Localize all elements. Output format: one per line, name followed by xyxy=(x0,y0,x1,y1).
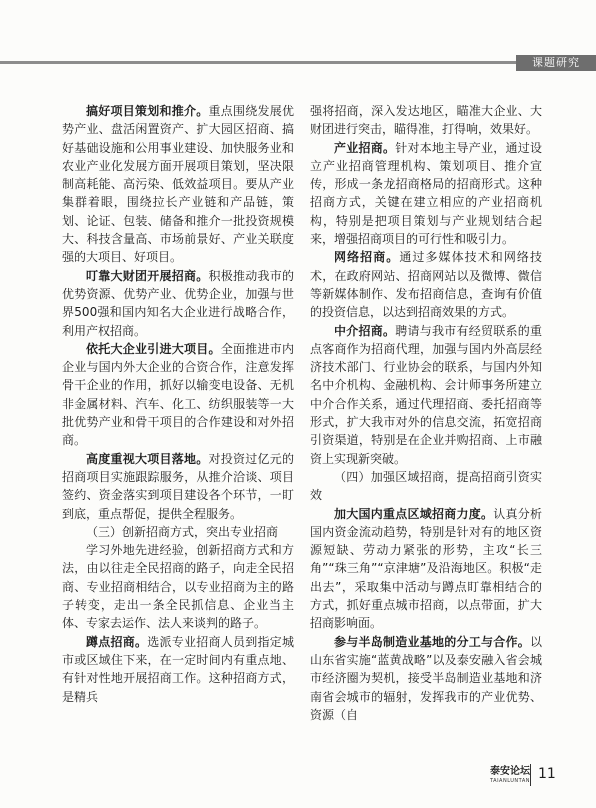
paragraph xyxy=(310,322,542,468)
para-text: 通过多媒体技术和网络技术，在政府网站、招商网站以及微博、微信等新媒体制作、发布招商信息，查询有价值的投资信息，以达到招商效果的方式。 xyxy=(310,250,542,320)
para-text: 选派专业招商人员到指定城市或区域住下来，在一定时间内有重点地、有针对性地开展招商工作。这种招商方式，是精兵 xyxy=(62,634,294,704)
para-lead: 蹲点招商。 xyxy=(86,634,148,649)
para-text: 以山东省实施“蓝黄战略”以及泰安融入省会城市经济圈为契机，接受半岛制造业基地和济南省会城市的辐射，发挥我市的产业优势、资源（自 xyxy=(310,634,542,722)
para-text: 聘请与我市有经贸联系的重点客商作为招商代理，加强与国内外高层经济技术部门、行业协会的联系，与国内外知名中介机构、金融机构、会计师事务所建立中介合作关系，通过代理招商、委托招商等形式，扩大我市对外的信息交流，拓宽招商引资渠道，特别是在企业并购招商、上市融资上实现新突破。 xyxy=(310,323,542,466)
para-text: 积极推动我市的优势资源、优势产业、优势企业，加强与世界500强和国内知名大企业进行战略合作，利用产权招商。 xyxy=(62,268,294,338)
para-lead: 中介招商。 xyxy=(334,323,396,338)
paragraph xyxy=(62,340,294,450)
paragraph xyxy=(62,450,294,523)
paragraph xyxy=(310,248,542,321)
para-text: 认真分析国内资金流动趋势，特别是针对有的地区资源短缺、劳动力紧张的形势，主攻“长三角”“珠三角”“京津塘”及沿海地区。积极“走出去”，采取集中活动与蹲点盯靠相结合的方式，抓好重点城市招商，以点带面，扩大招商影响面。 xyxy=(310,506,542,631)
paragraph: 学习外地先进经验，创新招商方式和方法，由以往走全民招商的路子，向走全民招商、专业招商相结合，以专业招商为主的路子转变，走出一条全民抓信息、企业当主体、专家去运作、法人来谈判的路子。 xyxy=(62,543,294,631)
para-text: 重点围绕发展优势产业、盘活闲置资产、扩大园区招商、搞好基础设施和公用事业建设、加快服务业和农业产业化发展方面开展项目策划，坚决限制高耗能、高污染、低效益项目。要从产业集群着眼，围绕拉长产业链和产品链，策划、论证、包装、储备和推介一批投资规模大、科技含量高、市场前景好、产业关联度强的大项目、好项目。 xyxy=(62,104,294,265)
para-lead: 加大国内重点区域招商力度。 xyxy=(334,506,494,521)
section-heading: （三）创新招商方式，突出专业招商 xyxy=(86,524,279,539)
paragraph xyxy=(310,633,542,724)
journal-pinyin: TAIANLUNTAN xyxy=(490,778,530,784)
section-heading: （四）加强区域招商，提高招商引资实效 xyxy=(310,469,542,503)
para-lead: 高度重视大项目落地。 xyxy=(86,451,209,466)
header-rule xyxy=(0,61,516,64)
para-lead: 搞好项目策划和推介。 xyxy=(86,104,209,118)
paragraph xyxy=(310,139,542,249)
page-number: 11 xyxy=(538,766,556,782)
para-text: 针对本地主导产业，通过设立产业招商管理机构、策划项目、推介宣传，形成一条龙招商格局的招商形式。这种招商方式，关键在建立相应的产业招商机构，特别是把项目策划与产业规划结合起来，增强招商项目的可行性和吸引力。 xyxy=(310,140,542,247)
para-lead: 参与半岛制造业基地的分工与合作。 xyxy=(334,634,530,649)
para-text: 全面推进市内企业与国内外大企业的合资合作，注意发挥骨干企业的作用，抓好以输变电设备、无机非金属材料、汽车、化工、纺织服装等一大批优势产业和骨干项目的合作建设和对外招商。 xyxy=(62,341,294,448)
para-lead: 依托大企业引进大项目。 xyxy=(86,341,221,356)
footer-divider xyxy=(530,764,531,786)
para-text: 对投资过亿元的招商项目实施跟踪服务，从推介洽谈、项目签约、资金落实到项目建设各个环节，一盯到底，重点帮促，提供全程服务。 xyxy=(62,451,294,521)
paragraph xyxy=(62,633,294,706)
paragraph xyxy=(310,505,542,633)
journal-name: 泰安论坛 xyxy=(490,766,530,777)
para-lead: 叮靠大财团开展招商。 xyxy=(86,268,209,283)
section-tag: 课题研究 xyxy=(516,55,596,71)
paragraph: 强将招商，深入发达地区，瞄准大企业、大财团进行突击，瞄得准，打得响，效果好。 xyxy=(310,104,542,137)
paragraph xyxy=(62,102,294,267)
para-lead: 网络招商。 xyxy=(334,250,400,265)
right-column xyxy=(310,102,542,724)
para-lead: 产业招商。 xyxy=(334,140,396,155)
left-column xyxy=(62,102,294,706)
paragraph xyxy=(62,267,294,340)
